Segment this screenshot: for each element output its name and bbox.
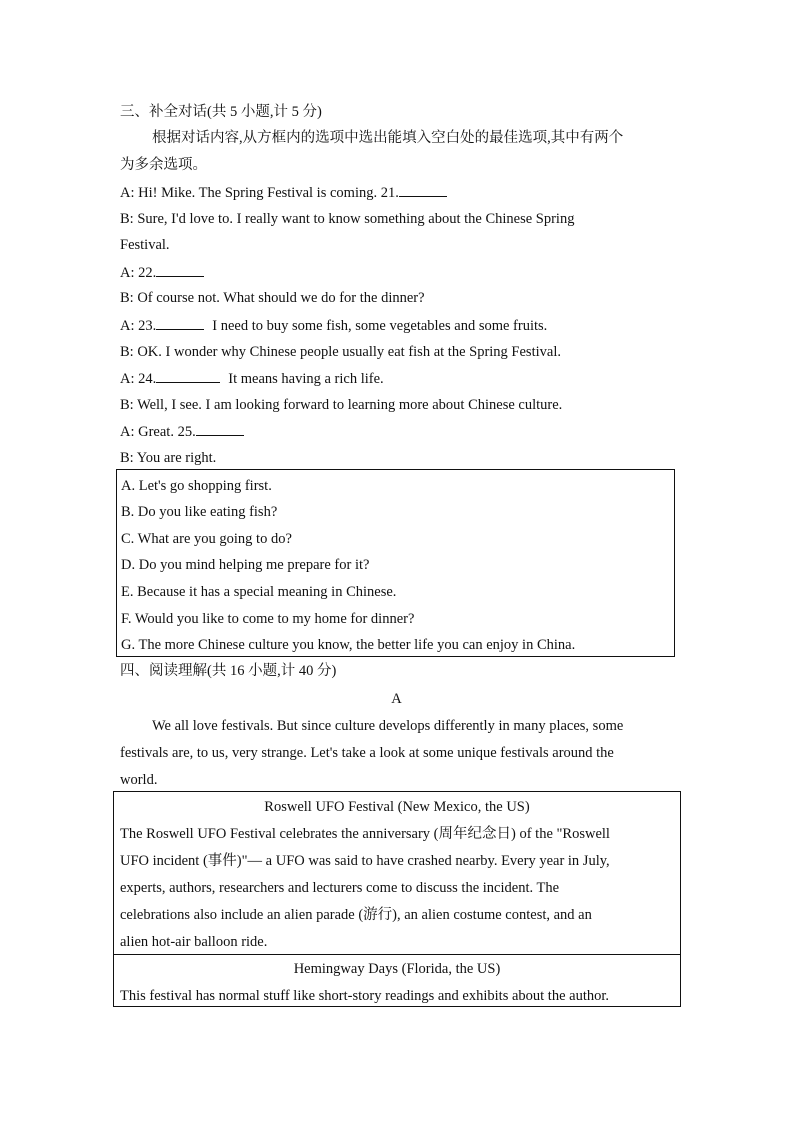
intro-line-1: We all love festivals. But since culture develops differently in many places, some — [152, 718, 624, 734]
dialogue-text-after: I need to buy some fish, some vegetables and some fruits. — [212, 318, 548, 334]
festival-text-line: This festival has normal stuff like short-story readings and exhibits about the author. — [120, 988, 610, 1004]
dialogue-line-22 — [120, 262, 204, 283]
table-divider — [114, 954, 680, 955]
section3-heading: 三、补全对话(共 5 小题,计 5 分) — [120, 104, 322, 120]
option-b: B. Do you like eating fish? — [121, 504, 278, 520]
section4-heading: 四、阅读理解(共 16 小题,计 40 分) — [120, 663, 337, 679]
option-d: D. Do you mind helping me prepare for it? — [121, 557, 370, 573]
passage-label: A — [391, 691, 402, 707]
dialogue-line-21 — [120, 182, 447, 203]
festival-title: Hemingway Days (Florida, the US) — [293, 961, 501, 977]
intro-line-3: world. — [120, 772, 158, 788]
option-c: C. What are you going to do? — [121, 531, 292, 547]
dialogue-text: A: 22. — [120, 265, 157, 281]
festival-text-line: celebrations also include an alien parade (游行), an alien costume contest, and an — [120, 907, 592, 923]
dialogue-line: B: Sure, I'd love to. I really want to know something about the Chinese Spring — [120, 211, 575, 227]
dialogue-text: A: Great. 25. — [120, 424, 196, 440]
dialogue-text: A: Hi! Mike. The Spring Festival is coming. 21. — [120, 185, 399, 201]
dialogue-line: B: Of course not. What should we do for the dinner? — [120, 290, 425, 306]
answer-blank-21[interactable] — [399, 182, 447, 197]
answer-blank-25[interactable] — [196, 421, 244, 436]
intro-line-2: festivals are, to us, very strange. Let's take a look at some unique festivals around the — [120, 745, 614, 761]
dialogue-line: B: Well, I see. I am looking forward to learning more about Chinese culture. — [120, 397, 563, 413]
dialogue-line-25 — [120, 421, 244, 442]
dialogue-text: A: 24. — [120, 371, 157, 387]
festivals-table — [113, 791, 681, 1007]
dialogue-text: A: 23. — [120, 318, 157, 334]
festival-text-line: alien hot-air balloon ride. — [120, 934, 268, 950]
dialogue-line-24 — [120, 368, 384, 389]
dialogue-line-23 — [120, 315, 547, 336]
festival-text-line: The Roswell UFO Festival celebrates the anniversary (周年纪念日) of the "Roswell — [120, 826, 610, 842]
option-f: F. Would you like to come to my home for dinner? — [121, 611, 415, 627]
festival-text-line: experts, authors, researchers and lecturers come to discuss the incident. The — [120, 880, 560, 896]
answer-blank-23[interactable] — [156, 315, 204, 330]
festival-title: Roswell UFO Festival (New Mexico, the US) — [264, 799, 530, 815]
answer-blank-24[interactable] — [156, 368, 220, 383]
instruction-line-2: 为多余选项。 — [120, 157, 207, 173]
answer-blank-22[interactable] — [156, 262, 204, 277]
dialogue-line: Festival. — [120, 237, 170, 253]
options-box — [116, 469, 675, 657]
instruction-line-1: 根据对话内容,从方框内的选项中选出能填入空白处的最佳选项,其中有两个 — [152, 130, 624, 146]
festival-text-line: UFO incident (事件)"— a UFO was said to have crashed nearby. Every year in July, — [120, 853, 610, 869]
dialogue-line: B: You are right. — [120, 450, 217, 466]
option-e: E. Because it has a special meaning in Chinese. — [121, 584, 397, 600]
option-g: G. The more Chinese culture you know, the better life you can enjoy in China. — [121, 637, 576, 653]
dialogue-text-after: It means having a rich life. — [228, 371, 384, 387]
option-a: A. Let's go shopping first. — [121, 478, 272, 494]
dialogue-line: B: OK. I wonder why Chinese people usually eat fish at the Spring Festival. — [120, 344, 561, 360]
